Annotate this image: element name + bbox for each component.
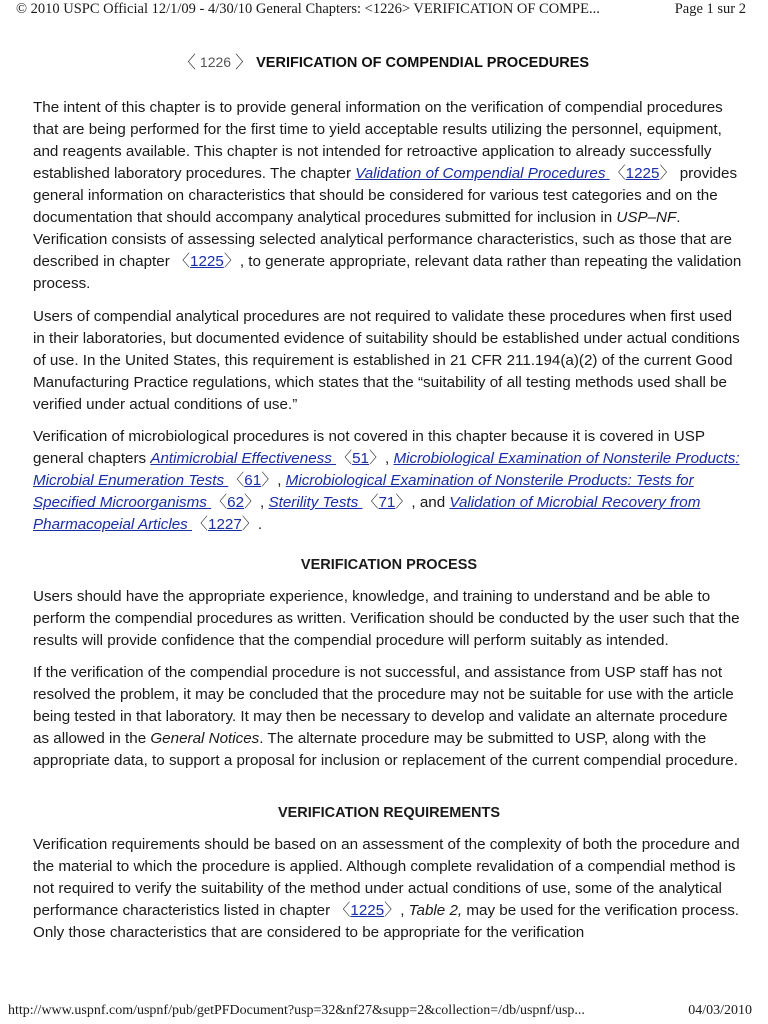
separator: , and	[411, 494, 450, 511]
bracket-close: 〉	[223, 253, 240, 270]
requirements-text-1: Verification requirements should be based on an assessment of the complexity of both the procedure and the material to which the procedure is applied. Although complete revalidation of a compendial method is not required to verify the suitability of the method under actual conditions of use, some of the analytical performance characteristics listed in chapter	[33, 836, 740, 919]
verification-process-paragraph-1: Users should have the appropriate experience, knowledge, and training to understand and be able to perform the compendial procedures as written. Verification should be conducted by the user such that the results will provide confidence that the compendial procedure will perform suitably as intended.	[33, 588, 740, 649]
ref-71-link[interactable]: 71	[378, 494, 396, 511]
verification-process-paragraph-2	[33, 662, 745, 772]
intro-text-3: . Verification consists of assessing selected analytical performance characteristics, such as those that are described in chapter	[33, 209, 732, 270]
compendial-users-paragraph: Users of compendial analytical procedures are not required to validate these procedures when first used in their laboratories, but documented evidence of suitability should be established under actual conditions of use. In the United States, this requirement is established in 21 CFR 211.194(a)(2) of the current Good Manufacturing Practice regulations, which states that the “suitability of all testing methods used shall be verified under actual conditions of use.”	[33, 308, 740, 413]
title-close-bracket: 〉	[235, 53, 253, 72]
general-notices-emphasis: General Notices	[150, 730, 260, 747]
bracket-open: 〈	[211, 494, 228, 511]
bracket-close: 〉	[384, 902, 401, 919]
microbiological-paragraph	[33, 426, 745, 536]
separator: ,	[277, 472, 286, 489]
chapter-title	[0, 48, 768, 73]
footer-url: http://www.uspnf.com/uspnf/pub/getPFDocument?usp=32&nf27&supp=2&collection=/db/uspnf/usp...	[8, 1003, 585, 1018]
link-microbial-recovery[interactable]: Validation of Microbial Recovery from Pharmacopeial Articles	[33, 494, 701, 533]
bracket-close: 〉	[244, 494, 261, 511]
page-header	[0, 0, 768, 22]
micro-text-1: Verification of microbiological procedures is not covered in this chapter because it is covered in USP general chapters	[33, 428, 705, 467]
intro-text-1: The intent of this chapter is to provide general information on the verification of compendial procedures that are being performed for the first time to yield acceptable results utilizing the personnel, equipment, and reagents available. This chapter is not intended for retroactive application to already successfully established laboratory procedures. The chapter	[33, 99, 723, 182]
link-sterility-tests[interactable]: Sterility Tests	[268, 494, 363, 511]
intro-paragraph	[33, 97, 745, 295]
table-2-emphasis: Table 2,	[408, 902, 463, 919]
bracket-close: 〉	[659, 165, 676, 182]
verification-process-heading: VERIFICATION PROCESS	[300, 557, 478, 573]
ref-1227-link[interactable]: 1227	[208, 516, 242, 533]
ref-1225-link-2[interactable]: 1225	[190, 253, 224, 270]
title-open-bracket: 〈	[178, 53, 196, 72]
bracket-close: 〉	[368, 450, 385, 467]
title-chapter-number: 1226	[199, 54, 232, 70]
link-antimicrobial-effectiveness[interactable]: Antimicrobial Effectiveness	[150, 450, 337, 467]
separator: ,	[400, 902, 409, 919]
intro-text-4: , to generate appropriate, relevant data rather than repeating the validation process.	[33, 253, 742, 292]
link-specified-microorganisms[interactable]: Microbiological Examination of Nonsterile Products: Tests for Specified Microorganisms	[33, 472, 694, 511]
document-body	[33, 97, 745, 954]
title-text: VERIFICATION OF COMPENDIAL PROCEDURES	[256, 55, 590, 71]
bracket-open: 〈	[336, 450, 353, 467]
bracket-open: 〈	[362, 494, 379, 511]
process-text-2: . The alternate procedure may be submitted to USP, along with the appropriate data, to support a proposal for inclusion or replacement of the current compendial procedure.	[33, 730, 738, 769]
bracket-open: 〈	[191, 516, 208, 533]
separator: ,	[260, 494, 269, 511]
ref-61-link[interactable]: 61	[244, 472, 262, 489]
sentence-end: .	[257, 516, 263, 533]
bracket-close: 〉	[261, 472, 278, 489]
bracket-close: 〉	[395, 494, 412, 511]
process-text-1: If the verification of the compendial procedure is not successful, and assistance from USP staff has not resolved the problem, it may be concluded that the procedure may not be suitable for use with the article being tested in that laboratory. It may then be necessary to develop and validate an alternate procedure as allowed in the	[33, 664, 734, 747]
separator: ,	[385, 450, 394, 467]
bracket-open: 〈	[609, 165, 626, 182]
verification-requirements-heading: VERIFICATION REQUIREMENTS	[277, 805, 501, 821]
bracket-open: 〈	[228, 472, 245, 489]
ref-1225-link-3[interactable]: 1225	[350, 902, 385, 919]
bracket-open: 〈	[174, 253, 191, 270]
ref-1225-link[interactable]: 1225	[625, 165, 660, 182]
intro-text-2: provides general information on characteristics that should be considered for various test categories and on the documentation that should accompany analytical procedures submitted for inclusion in	[33, 165, 738, 226]
header-document-title: © 2010 USPC Official 12/1/09 - 4/30/10 General Chapters: <1226> VERIFICATION OF COMPE...	[16, 1, 600, 17]
link-microbial-enumeration-tests[interactable]: Microbiological Examination of Nonsterile Products: Microbial Enumeration Tests	[33, 450, 740, 489]
footer-date: 04/03/2010	[688, 1003, 752, 1018]
link-validation-of-compendial-procedures[interactable]: Validation of Compendial Procedures	[355, 165, 610, 182]
ref-51-link[interactable]: 51	[352, 450, 369, 467]
requirements-text-2: may be used for the verification process. Only those characteristics that are considered to be appropriate for the verification	[33, 902, 740, 941]
page-footer	[0, 1001, 768, 1021]
usp-nf-emphasis: USP–NF	[616, 209, 677, 226]
bracket-close: 〉	[241, 516, 258, 533]
header-page-number: Page 1 sur 2	[674, 1, 746, 17]
bracket-open: 〈	[334, 902, 351, 919]
ref-62-link[interactable]: 62	[227, 494, 245, 511]
verification-requirements-paragraph	[33, 834, 745, 944]
